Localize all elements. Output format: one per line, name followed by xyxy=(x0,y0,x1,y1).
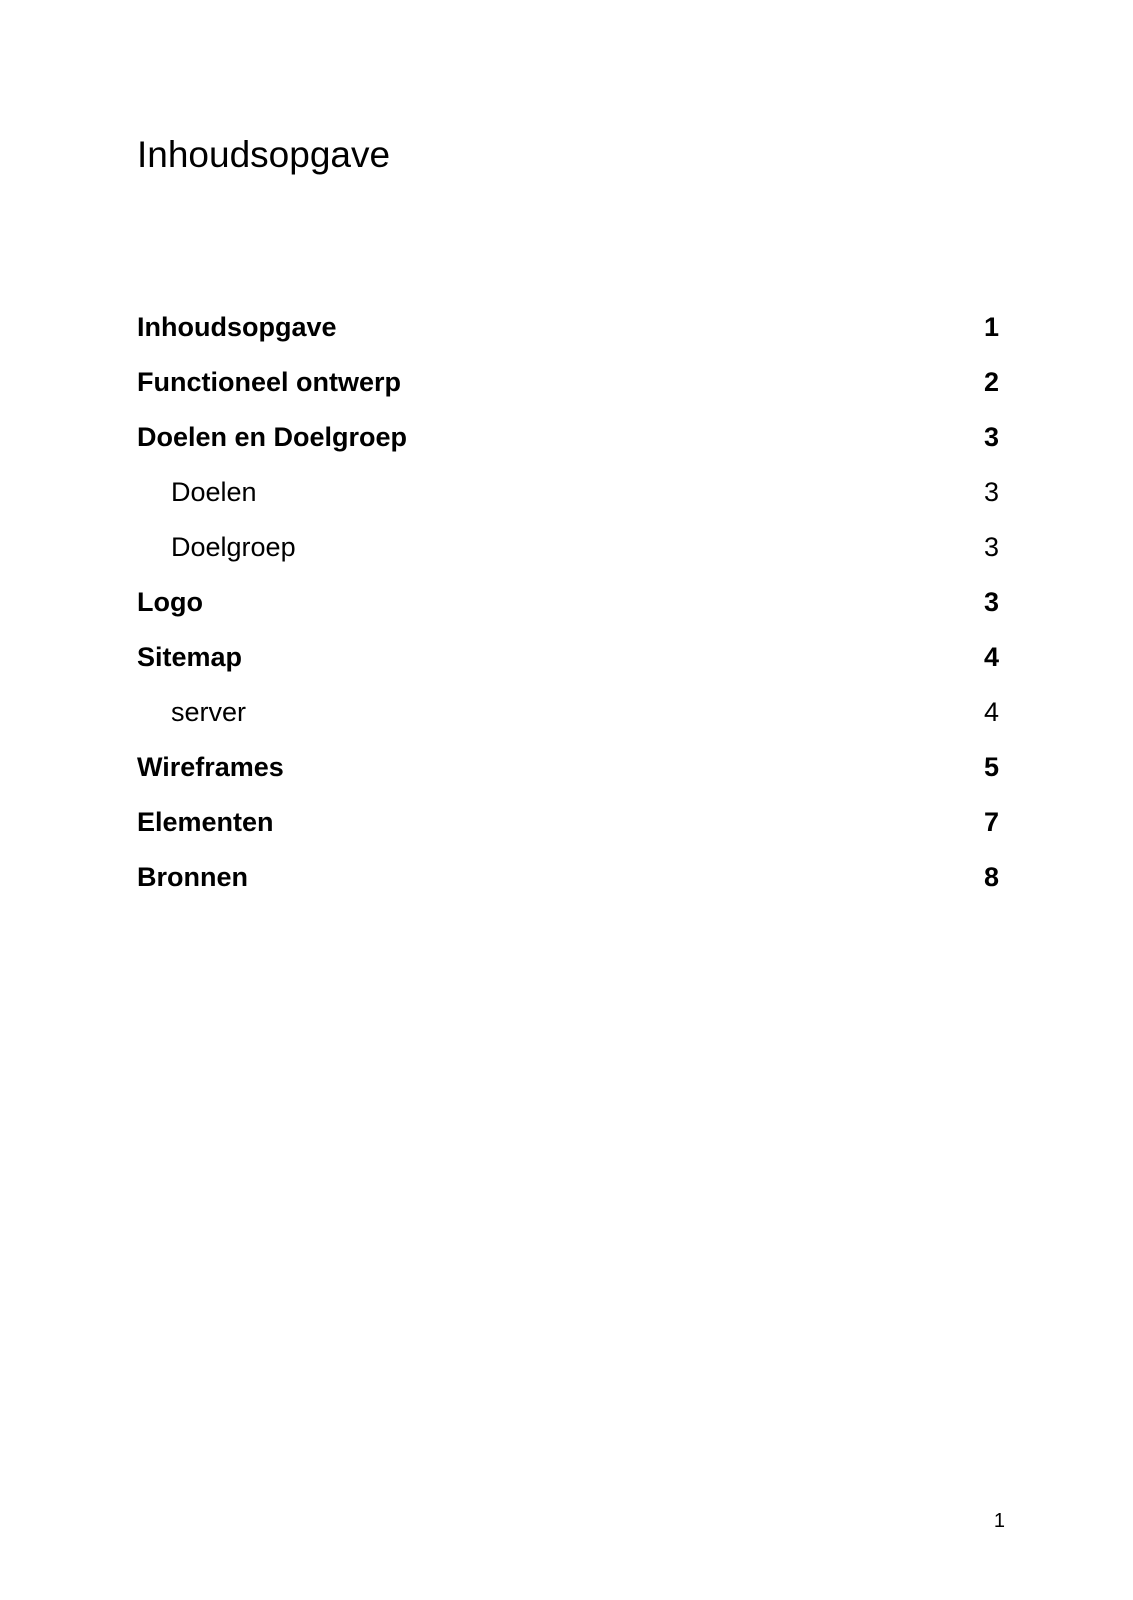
page-title: Inhoudsopgave xyxy=(137,134,391,175)
table-of-contents xyxy=(137,314,999,919)
toc-entry[interactable] xyxy=(137,589,999,644)
toc-entry-label: Bronnen xyxy=(137,862,248,892)
toc-entry-page: 4 xyxy=(983,642,999,672)
toc-entry-label: Functioneel ontwerp xyxy=(137,367,402,397)
toc-entry-label: Logo xyxy=(137,587,203,617)
toc-entry-page: 7 xyxy=(983,807,999,837)
toc-subentry-page: 4 xyxy=(983,697,999,727)
toc-entry-page: 3 xyxy=(983,422,999,452)
toc-entry[interactable] xyxy=(137,809,999,864)
toc-entry-page: 1 xyxy=(983,312,999,342)
toc-subentry[interactable] xyxy=(137,534,999,589)
toc-subentry-label: Doelen xyxy=(171,477,257,507)
toc-entry-label: Doelen en Doelgroep xyxy=(137,422,408,452)
toc-entry-label: Inhoudsopgave xyxy=(137,312,337,342)
toc-entry-label: Sitemap xyxy=(137,642,243,672)
toc-entry-page: 3 xyxy=(983,587,999,617)
toc-entry-page: 5 xyxy=(983,752,999,782)
toc-entry[interactable] xyxy=(137,864,999,919)
toc-entry-label: Elementen xyxy=(137,807,274,837)
toc-subentry-page: 3 xyxy=(983,532,999,562)
toc-subentry[interactable] xyxy=(137,699,999,754)
toc-entry-label: Wireframes xyxy=(137,752,284,782)
toc-subentry-label: Doelgroep xyxy=(171,532,296,562)
toc-entry[interactable] xyxy=(137,754,999,809)
toc-entry-page: 8 xyxy=(983,862,999,892)
toc-subentry-page: 3 xyxy=(983,477,999,507)
toc-entry-page: 2 xyxy=(983,367,999,397)
toc-subentry[interactable] xyxy=(137,479,999,534)
toc-entry[interactable] xyxy=(137,314,999,369)
toc-entry[interactable] xyxy=(137,644,999,699)
page-number: 1 xyxy=(993,1510,1005,1532)
toc-entry[interactable] xyxy=(137,424,999,479)
toc-subentry-label: server xyxy=(171,697,247,727)
toc-entry[interactable] xyxy=(137,369,999,424)
